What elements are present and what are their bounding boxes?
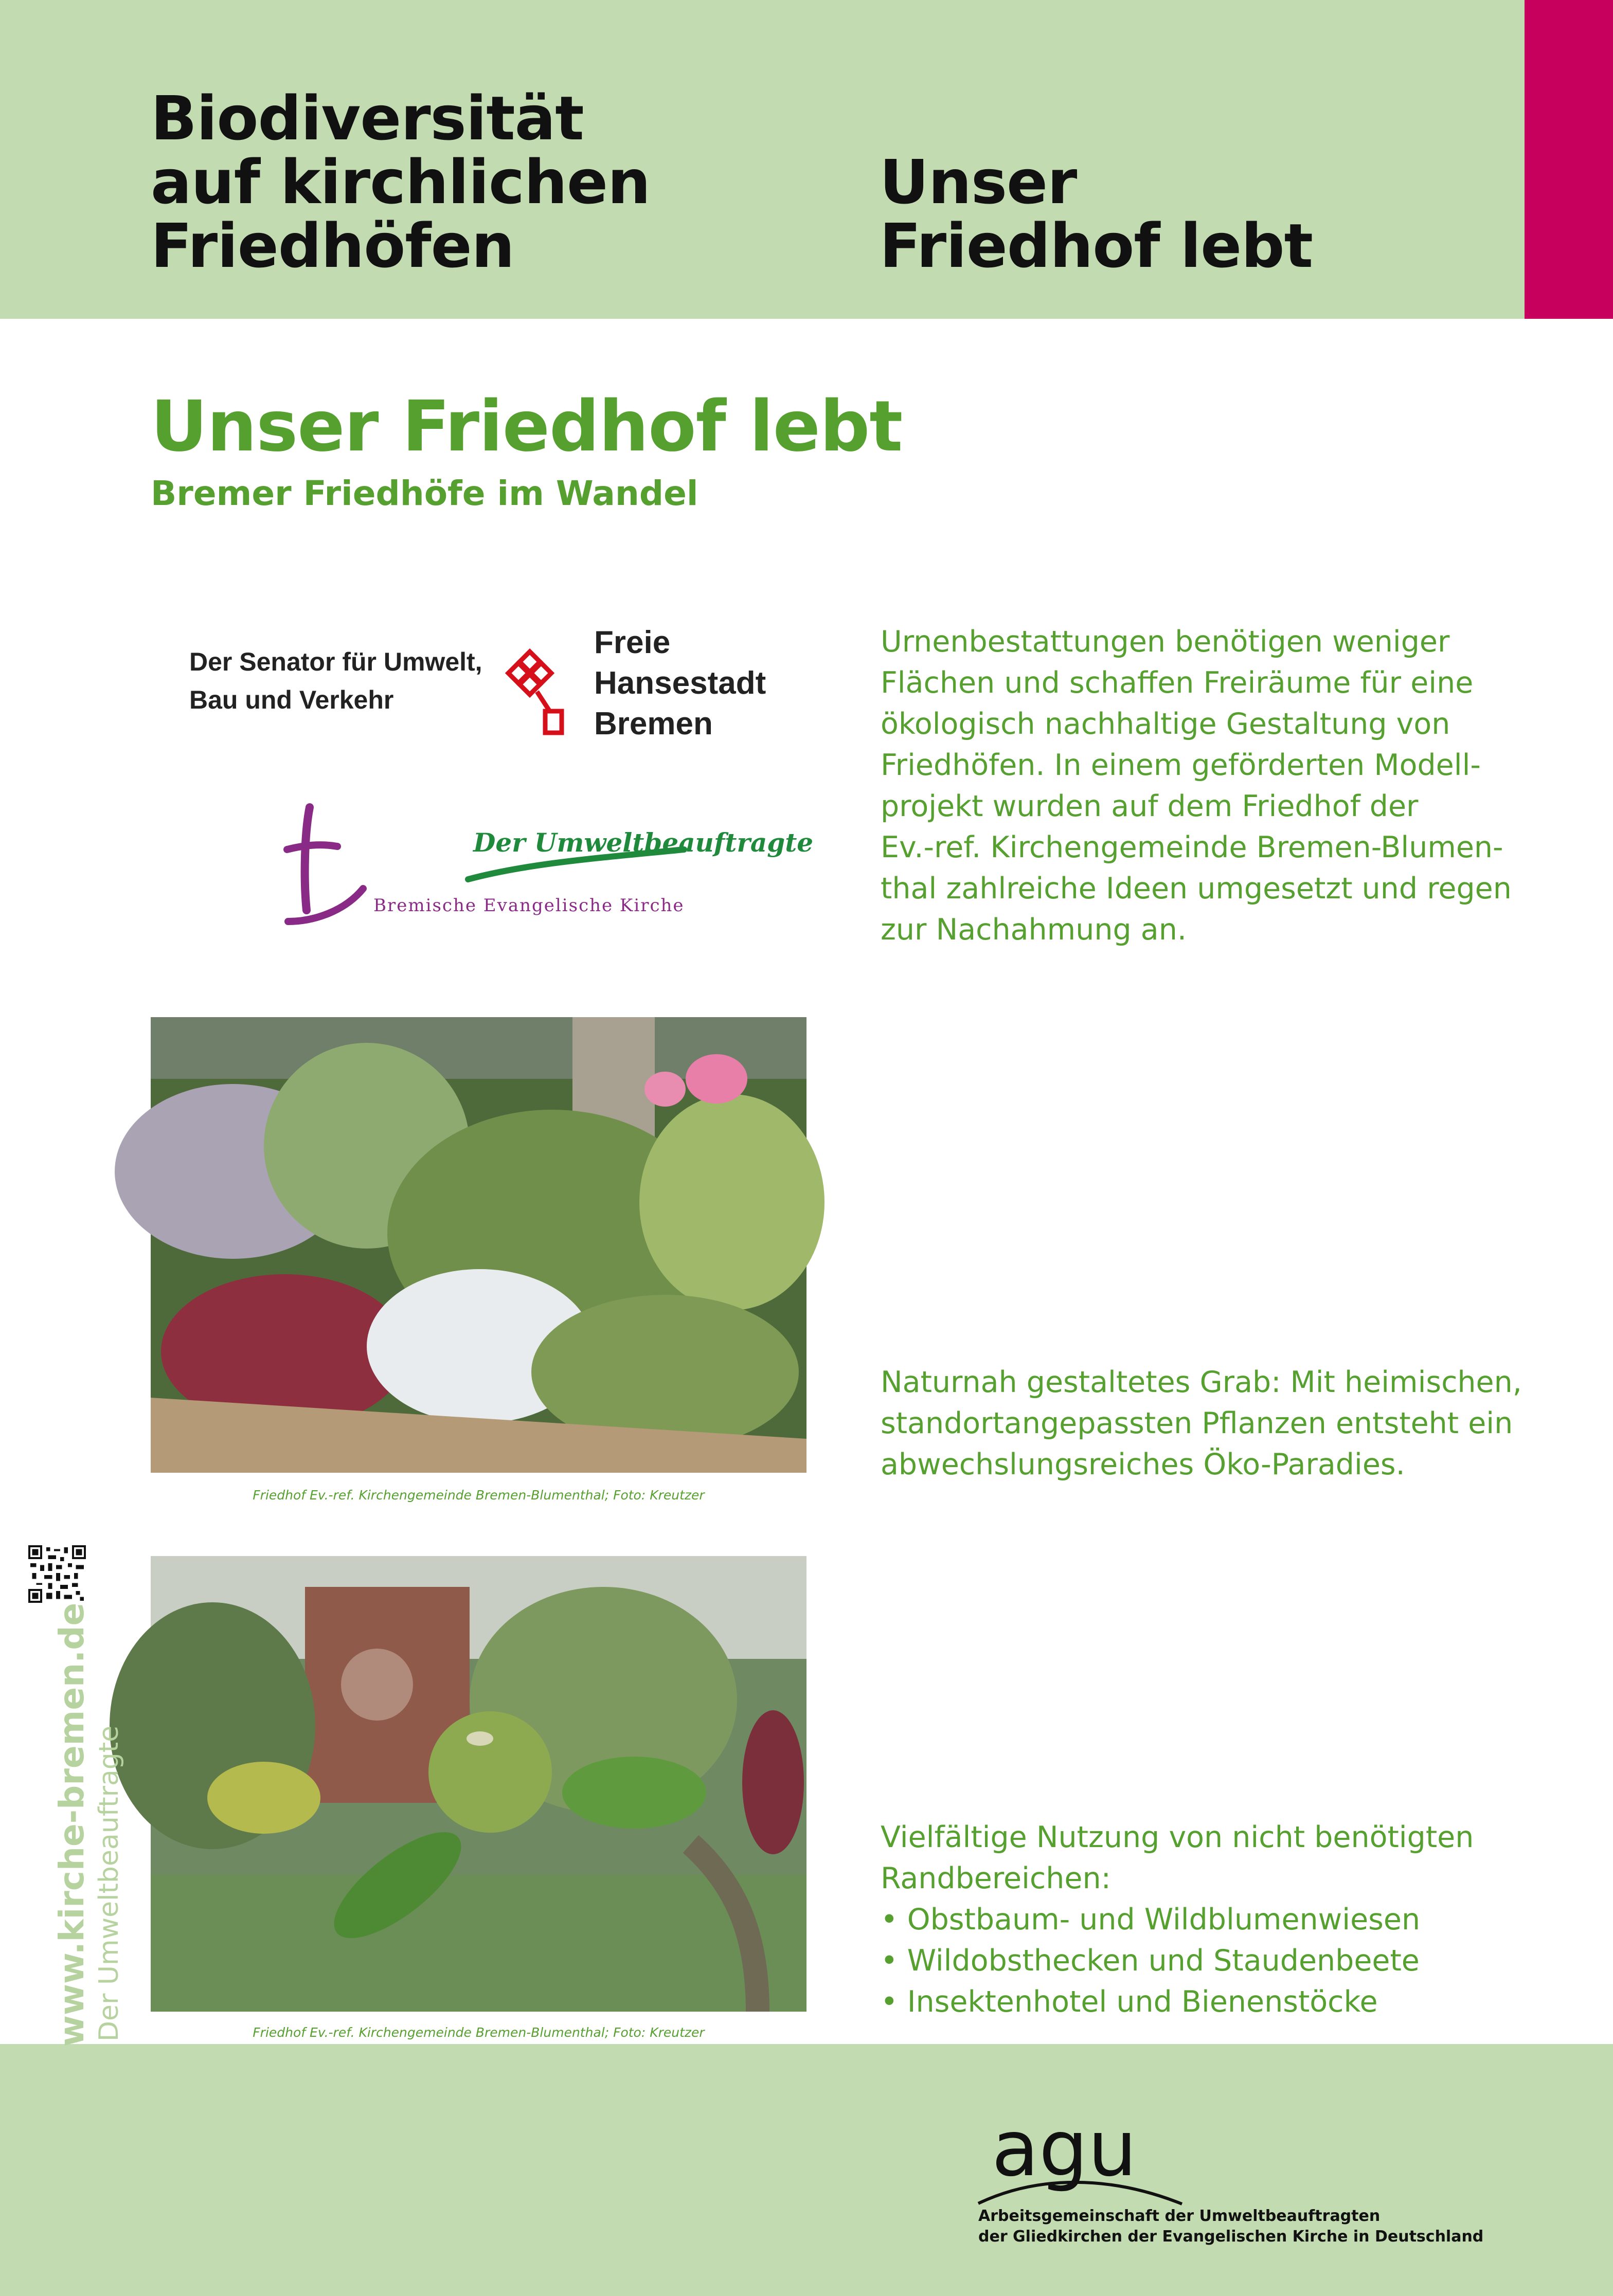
grave-paragraph — [881, 1362, 1522, 1485]
senator-logo-text — [189, 643, 482, 719]
page-title: Unser Friedhof lebt — [151, 386, 903, 467]
agu-footer-line: Arbeitsgemeinschaft der Umweltbeauftragten — [978, 2207, 1381, 2225]
paragraph-line: Naturnah gestaltetes Grab: Mit heimischen, — [881, 1365, 1522, 1399]
paragraph-line: Flächen und schaffen Freiräume für eine — [881, 666, 1474, 700]
city-line: Hansestadt — [594, 665, 766, 701]
church-badge-text: Der Umweltbeauftragte — [473, 827, 814, 858]
paragraph-line: Urnenbestattungen benötigen weniger — [881, 625, 1450, 659]
side-subtitle: Der Umweltbeauftragte — [94, 1725, 124, 2041]
header-title-left — [151, 83, 651, 281]
header-left-line: Friedhöfen — [151, 210, 514, 281]
agu-logo-text: agu — [992, 2104, 1137, 2194]
bremen-key-icon — [508, 650, 565, 743]
city-line: Bremen — [594, 706, 713, 742]
accent-bar — [1525, 0, 1613, 319]
bullet-item: • Wildobsthecken und Staudenbeete — [881, 1944, 1420, 1978]
bullet-item: • Obstbaum- und Wildblumenwiesen — [881, 1903, 1421, 1937]
paragraph-line: Ev.-ref. Kirchengemeinde Bremen-Blumen- — [881, 830, 1503, 864]
church-name-text: Bremische Evangelische Kirche — [373, 895, 685, 916]
photo-caption: Friedhof Ev.-ref. Kirchengemeinde Bremen-Blumenthal; Foto: Kreutzer — [253, 2025, 705, 2040]
paragraph-line: zur Nachahmung an. — [881, 913, 1187, 947]
paragraph-line: abwechslungsreiches Öko-Paradies. — [881, 1448, 1405, 1481]
qr-code — [28, 1545, 86, 1603]
agu-footer-line: der Gliedkirchen der Evangelischen Kirche in Deutschland — [978, 2228, 1484, 2246]
header-left-line: auf kirchlichen — [151, 147, 651, 218]
page-subtitle: Bremer Friedhöfe im Wandel — [151, 474, 698, 513]
church-logo — [273, 802, 814, 936]
paragraph-line: Randbereichen: — [881, 1861, 1111, 1895]
agu-logo — [976, 2098, 1213, 2206]
header-right-line: Friedhof lebt — [880, 210, 1313, 281]
city-line: Freie — [594, 625, 671, 660]
paragraph-line: Friedhöfen. In einem geförderten Modell- — [881, 748, 1481, 782]
usage-paragraph — [881, 1817, 1474, 2022]
senator-line: Der Senator für Umwelt, — [189, 647, 482, 676]
paragraph-line: projekt wurden auf dem Friedhof der — [881, 789, 1419, 823]
paragraph-line: thal zahlreiche Ideen umgesetzt und regen — [881, 872, 1512, 906]
intro-paragraph — [881, 621, 1512, 950]
header-left-line: Biodiversität — [151, 83, 584, 154]
grave-garden-photo — [151, 1017, 806, 1473]
senator-line: Bau und Verkehr — [189, 685, 394, 714]
bullet-item: • Insektenhotel und Bienenstöcke — [881, 1985, 1378, 2019]
paragraph-line: standortangepassten Pflanzen entsteht ein — [881, 1406, 1513, 1440]
apple-tree-photo — [151, 1556, 806, 2012]
photo-caption: Friedhof Ev.-ref. Kirchengemeinde Bremen-Blumenthal; Foto: Kreutzer — [253, 1488, 705, 1503]
header-right-line: Unser — [880, 147, 1077, 218]
bremen-city-text — [594, 622, 766, 744]
side-url: www.kirche-bremen.de — [52, 1602, 92, 2047]
footer-band — [0, 2044, 1613, 2296]
paragraph-line: Vielfältige Nutzung von nicht benötigten — [881, 1820, 1474, 1854]
header-title-right — [880, 147, 1313, 281]
paragraph-line: ökologisch nachhaltige Gestaltung von — [881, 707, 1450, 741]
